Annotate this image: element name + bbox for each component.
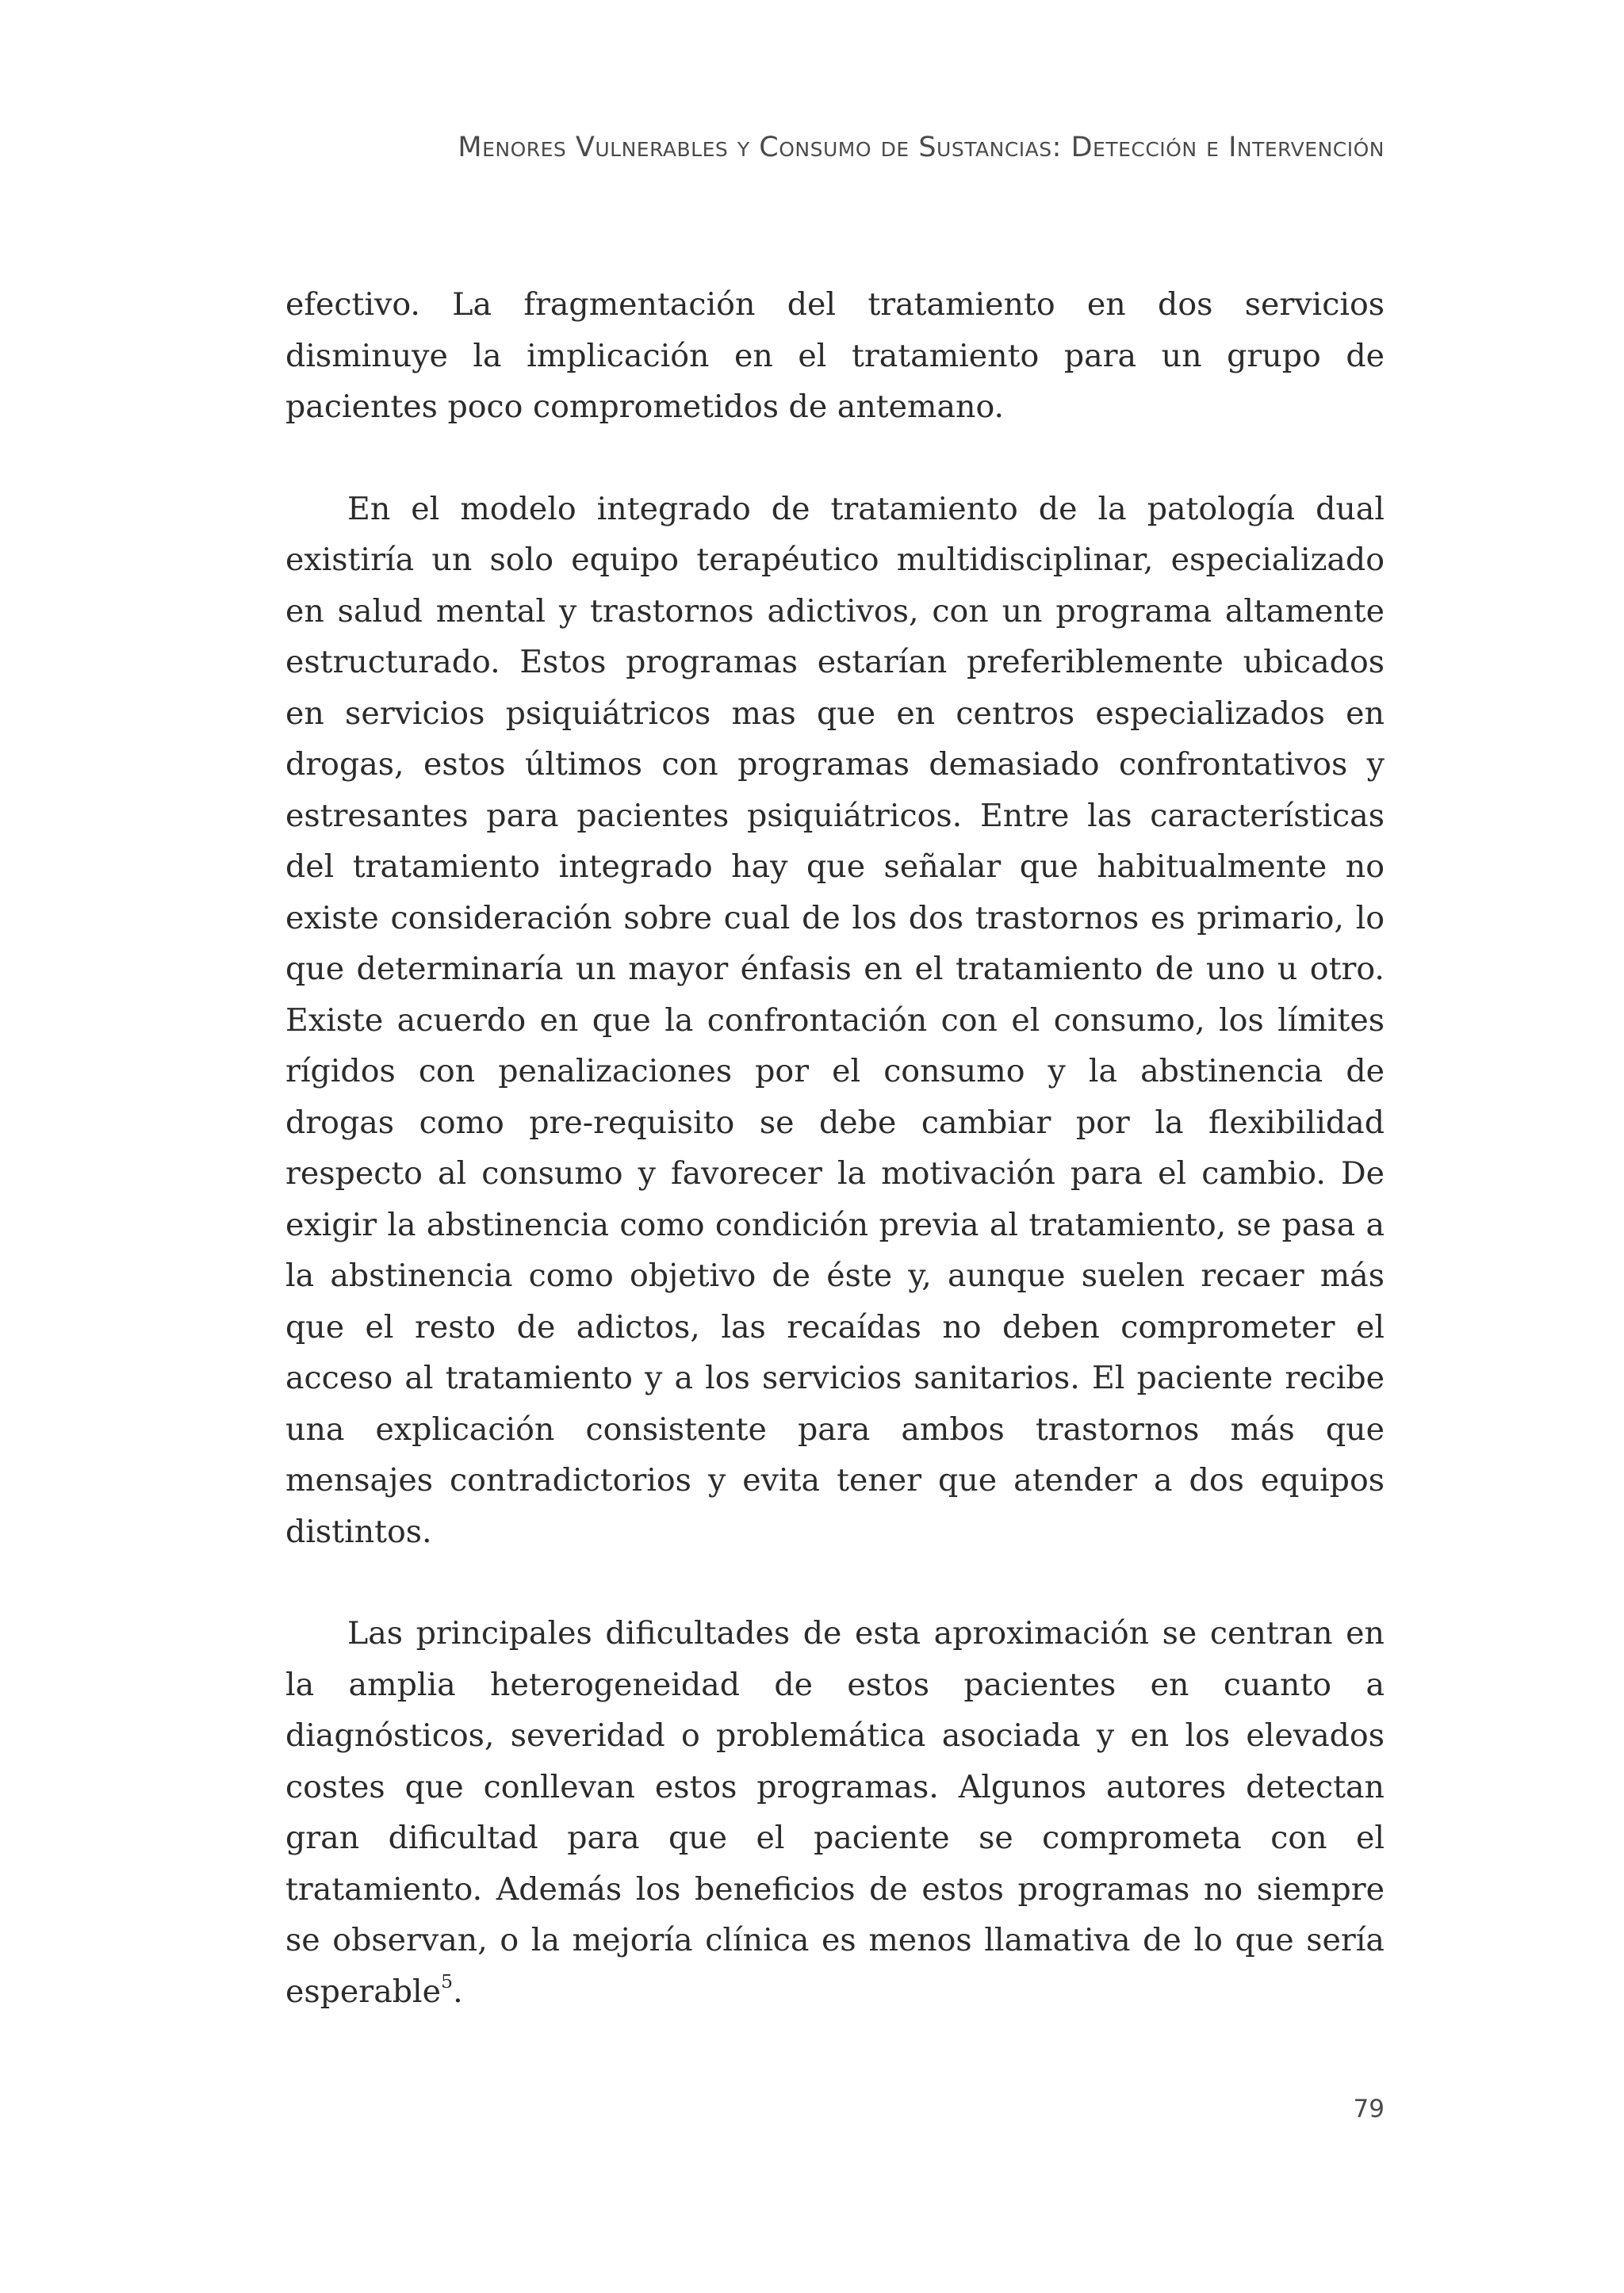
- paragraph-trailing-punctuation: .: [453, 1973, 463, 2010]
- body-text: [285, 279, 1385, 2068]
- paragraph-difficulties-text: Las principales dificultades de esta aproximación se centran en la amplia heterogeneidad de estos pacientes en cuanto a diagnósticos, severidad o problemática asociada y en los elevados costes que conllevan estos programas. Algunos autores detectan gran dificultad para que el paciente se comprometa con el tratamiento. Además los beneficios de estos programas no siempre se observan, o la mejoría clínica es menos llamativa de lo que sería esperable: [285, 1615, 1385, 2010]
- paragraph-continuation: efectivo. La fragmentación del tratamiento en dos servicios disminuye la implicación en el tratamiento para un grupo de pacientes poco comprometidos de antemano.: [285, 286, 1385, 425]
- footnote-reference[interactable]: 5: [441, 1970, 454, 1992]
- running-header: Menores Vulnerables y Consumo de Sustancias: Detección e Intervención: [458, 132, 1385, 163]
- paragraph-integrated-model: En el modelo integrado de tratamiento de la patología dual existiría un solo equipo terapéutico multidisciplinar, especializado en salud mental y trastornos adictivos, con un programa altamente estructurado. Estos programas estarían preferiblemente ubicados en servicios psiquiátricos mas que en centros especializados en drogas, estos últimos con programas demasiado confrontativos y estresantes para pacientes psiquiátricos. Entre las características del tratamiento integrado hay que señalar que habitualmente no existe consideración sobre cual de los dos trastornos es primario, lo que determinaría un mayor énfasis en el tratamiento de uno u otro. Existe acuerdo en que la confrontación con el consumo, los límites rígidos con penalizaciones por el consumo y la abstinencia de drogas como pre-requisito se debe cambiar por la flexibilidad respecto al consumo y favorecer la motivación para el cambio. De exigir la abstinencia como condición previa al tratamiento, se pasa a la abstinencia como objetivo de éste y, aunque suelen recaer más que el resto de adictos, las recaídas no deben comprometer el acceso al tratamiento y a los servicios sanitarios. El paciente recibe una explicación consistente para ambos trastornos más que mensajes contradictorios y evita tener que atender a dos equipos distintos.: [285, 490, 1385, 1550]
- paragraph-difficulties: [285, 1608, 1385, 2017]
- page-number: 79: [1353, 2095, 1385, 2123]
